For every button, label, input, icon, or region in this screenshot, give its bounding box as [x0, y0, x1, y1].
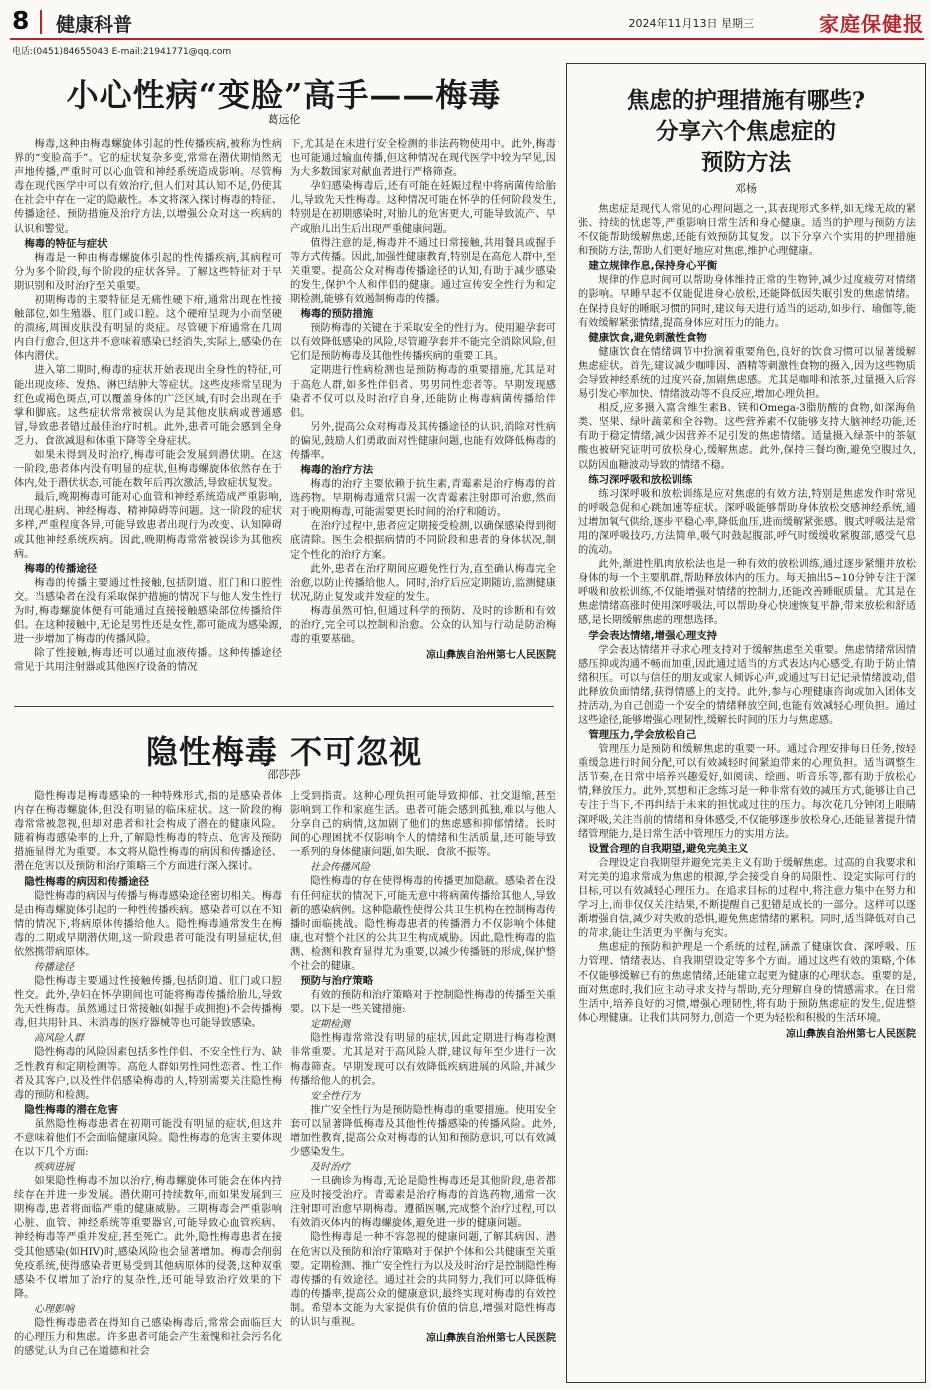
subheading: 建立规律作息,保持身心平衡 — [588, 260, 718, 273]
subheading: 练习深呼吸和放松训练 — [588, 473, 693, 486]
minor-heading: 及时治疗 — [310, 1162, 350, 1174]
subheading: 梅毒的预防措施 — [300, 308, 374, 321]
paragraph: 一旦确诊为梅毒,无论是隐性梅毒还是其他阶段,患者都应及时接受治疗。青霉素是治疗梅毒的首选药物,通常一次注射即可治愈早期梅毒。遵循医嘱,完成整个治疗过程,可以有效消灭体内的梅毒螺旋体,避免进一步的健康问题。 — [290, 1176, 556, 1230]
paragraph: 隐性梅毒患者在得知自己感染梅毒后,常常会面临巨大的心理压力和焦虑。许多患者可能会产生羞愧和社会污名化的感觉,认为自己在道德和社会 — [14, 1317, 282, 1358]
article2-title: 隐性梅毒 不可忽视 — [145, 733, 423, 771]
article3-title-line-1: 焦虑的护理措施有哪些? — [626, 88, 866, 114]
paragraph: 如果未得到及时治疗,梅毒可能会发展到潜伏期。在这一阶段,患者体内没有明显的症状,但梅毒螺旋体依然存在于体内,处于潜伏状态,可能在数年后再次激活,导致症状复发。 — [14, 449, 282, 490]
subheading: 设置合理的自我期望,避免完美主义 — [588, 842, 749, 855]
paragraph: 下,尤其是在未进行安全检测的非法药物使用中。此外,梅毒也可能通过输血传播,但这种情况在现代医学中较为罕见,因为大多数国家对献血者进行严格筛查。 — [290, 139, 556, 179]
article-divider — [14, 706, 554, 707]
paragraph: 相反,应多摄入富含维生素B、镁和Omega-3脂肪酸的食物,如深海鱼类、坚果、绿叶蔬菜和全谷物。这些营养素不仅能够支持大脑神经功能,还有助于稳定情绪,减少因营养不足引发的焦虑情绪。适量摄入绿茶中的茶氨酸也被研究证明可放松身心,缓解焦虑。此外,保持三餐均衡,避免空腹过久,以防因血糖波动导致的情绪不稳。 — [578, 403, 916, 471]
paragraph: 隐性梅毒的风险因素包括多性伴侣、不安全性行为、缺乏性教育和定期检测等。高危人群如男性同性恋者、性工作者及其客户,以及性伴侣感染梅毒的人,特别需要关注隐性梅毒的预防和检测。 — [14, 1047, 282, 1101]
paragraph: 如果隐性梅毒不加以治疗,梅毒螺旋体可能会在体内持续存在并进一步发展。潜伏期可持续数年,而如果发展到三期梅毒,患者将面临严重的健康威胁。三期梅毒会严重影响心脏、血管、神经系统等重要器官,可能导致心血管疾病、神经梅毒等严重并发症,甚至死亡。此外,隐性梅毒患者在接受其他感染(如HIV)时,感染风险也会显著增加。梅毒会削弱免疫系统,使得感染者更易受到其他病原体的侵袭,这种双重感染不仅增加了治疗的复杂性,还可能导致治疗效果的下降。 — [14, 1176, 282, 1300]
minor-heading: 社会传播风险 — [310, 862, 370, 874]
paragraph: 上受到指责。这种心理负担可能导致抑郁、社交退缩,甚至影响到工作和家庭生活。患者可能会感到孤独,难以与他人分享自己的病情,这加剧了他们的焦虑感和抑郁情绪。长时间的心理困扰不仅影响个人的情绪和生活质量,还可能导致一系列的身体健康问题,如失眠、食欲不振等。 — [290, 791, 556, 859]
subheading: 梅毒的传播途径 — [24, 562, 98, 575]
paragraph: 隐性梅毒常常没有明显的症状,因此定期进行梅毒检测非常重要。尤其是对于高风险人群,建议每年至少进行一次梅毒筛查。早期发现可以有效降低疾病进展的风险,并减少传播给他人的机会。 — [290, 1033, 556, 1087]
section-name: 健康科普 — [56, 14, 133, 36]
subheading: 梅毒的治疗方法 — [300, 464, 374, 477]
paragraph: 定期进行性病检测也是预防梅毒的重要措施,尤其是对于高危人群,如多性伴侣者、男男同性恋者等。早期发现感染者不仅可以及时治疗自身,还能防止梅毒病菌传播给伴侣。 — [290, 365, 556, 419]
subheading: 隐性梅毒的潜在危害 — [24, 1103, 118, 1116]
paragraph: 另外,提高公众对梅毒及其传播途径的认识,消除对性病的偏见,鼓励人们勇敢面对性健康问题,也能有效降低梅毒的传播率。 — [290, 421, 556, 461]
article2-column-right — [290, 790, 556, 1384]
subheading: 隐性梅毒的病因和传播途径 — [24, 875, 150, 888]
paragraph: 此外,患者在治疗期间应避免性行为,直至确认梅毒完全治愈,以防止传播给他人。同时,治疗后应定期随访,监测健康状况,防止复发或并发症的发生。 — [290, 563, 556, 603]
subheading: 健康饮食,避免刺激性食物 — [588, 331, 707, 344]
article1-author: 葛远伦 — [267, 113, 301, 126]
paragraph: 练习深呼吸和放松训练是应对焦虑的有效方法,特别是焦虑发作时常见的呼吸急促和心跳加速等症状。深呼吸能够帮助身体放松交感神经系统,通过增加氧气供给,逐步平稳心率,降低血压,进而缓解紧张感。腹式呼吸法是常用的深呼吸技巧,方法简单,吸气时鼓起腹部,呼气时缓缓收紧腹部,感受气息的流动。 — [578, 488, 916, 556]
paragraph: 梅毒虽然可怕,但通过科学的预防、及时的诊断和有效的治疗,完全可以控制和治愈。公众的认知与行动是防治梅毒的重要基础。 — [290, 605, 556, 646]
paragraph: 管理压力是预防和缓解焦虑的重要一环。通过合理安排每日任务,按轻重缓急进行时间分配,可以有效减轻时间紧迫带来的心理负担。适当调整生活节奏,在日常中培养兴趣爱好,如阅读、绘画、听音乐等,都有助于放松心情,释放压力。此外,冥想和正念练习是一种非常有效的减压方式,能够让自己专注于当下,不再纠结于未来的担忧或过往的压力。每次花几分钟闭上眼睛深呼吸,关注当前的情绪和身体感受,不仅能够逐步放松身心,还能显著提升情绪管理能力,是日常生活中管理压力的实用方法。 — [578, 744, 916, 840]
paragraph: 孕妇感染梅毒后,还有可能在妊娠过程中将病菌传给胎儿,导致先天性梅毒。这种情况可能在怀孕的任何阶段发生,特别是在初期感染时,对胎儿的危害更大,可能导致流产、早产或胎儿出生后出现严重健康问题。 — [290, 181, 556, 235]
article3-title-line-3: 预防方法 — [700, 150, 791, 176]
article1-column-right — [290, 138, 556, 698]
paragraph: 健康饮食在情绪调节中扮演着重要角色,良好的饮食习惯可以显著缓解焦虑症状。首先,建议减少咖啡因、酒精等刺激性食物的摄入,因为这些物质会导致神经系统的过度兴奋,加剧焦虑感。尤其是咖啡和浓茶,过量摄入后容易引发心率加快、情绪波动等不良反应,增加心理负担。 — [578, 346, 916, 401]
paragraph: 梅毒是一种由梅毒螺旋体引起的性传播疾病,其病程可分为多个阶段,每个阶段的症状各异。了解这些特征对于早期识别和及时治疗至关重要。 — [14, 252, 282, 292]
page-number: 8 — [12, 6, 30, 35]
article2-column-left — [14, 790, 282, 1384]
paragraph: 学会表达情绪并寻求心理支持对于缓解焦虑至关重要。焦虑情绪常因情感压抑或沟通不畅而加重,因此通过适当的方式表达内心感受,有助于防止情绪积压。可以与信任的朋友或家人倾诉心声,或通过写日记记录情绪波动,借此释放负面情绪,获得情感上的支持。此外,参与心理健康咨询或加入团体支持活动,为自己创造一个安全的情绪释放空间,也能有效减轻心理负担。通过这些途径,能够增强心理韧性,缓解长时间的压力与焦虑感。 — [578, 644, 916, 726]
paragraph: 此外,渐进性肌肉放松法也是一种有效的放松训练,通过逐步紧绷并放松身体的每一个主要肌群,帮助释放体内的压力。每天抽出5~10分钟专注于深呼吸和放松训练,不仅能增强对情绪的控制力,还能改善睡眠质量。尤其是在焦虑情绪高涨时使用深呼吸法,可以帮助身心快速恢复平静,带来放松和舒适感,是长期缓解焦虑的理想选择。 — [578, 559, 916, 627]
article3-title-line-2: 分享六个焦虑症的 — [655, 119, 836, 145]
minor-heading: 安全性行为 — [310, 1090, 360, 1102]
paragraph: 在治疗过程中,患者应定期接受检测,以确保感染得到彻底清除。医生会根据病情的不同阶段和患者的身体状况,制定个性化的治疗方案。 — [290, 521, 556, 561]
minor-heading: 传播途径 — [34, 962, 74, 974]
paragraph: 进入第二期时,梅毒的症状开始表现出全身性的特征,可能出现皮疹、发热、淋巴结肿大等症状。这些皮疹常呈现为红色或褐色斑点,可以覆盖身体的广泛区域,有时会出现在手掌和脚底。这些症状常常被误认为是其他皮肤病或普通感冒,导致患者错过最佳治疗时机。此外,患者可能会感到全身乏力、食欲减退和体重下降等全身症状。 — [14, 365, 282, 447]
paragraph: 规律的作息时间可以帮助身体维持正常的生物钟,减少过度疲劳对情绪的影响。早睡早起不仅能促进身心放松,还能降低因失眠引发的焦虑情绪。在保持良好的睡眠习惯的同时,建议每天进行适当的运动,如步行、瑜伽等,能有效缓解紧张情绪,提高身体应对压力的能力。 — [578, 275, 916, 329]
article1-column-left — [14, 138, 282, 698]
paragraph: 隐性梅毒的存在使得梅毒的传播更加隐蔽。感染者在没有任何症状的情况下,可能无意中将病菌传播给其他人,导致新的感染病例。这种隐蔽性使得公共卫生机构在控制梅毒传播时面临挑战。隐性梅毒患者的传播潜力不仅影响个体健康,也对整个社区的公共卫生构成威胁。因此,隐性梅毒的监测、检测和教育显得尤为重要,以减少传播链的形成,保护整个社会的健康。 — [290, 876, 556, 973]
article3-body — [578, 203, 916, 1378]
paragraph: 梅毒,这种由梅毒螺旋体引起的性传播疾病,被称为性病界的“变脸高手”。它的症状复杂多变,常常在潜伏期悄然无声地传播,严重时可以心血管和神经系统造成影响。尽管梅毒在现代医学中可以有效治疗,但人们对其认知不足,仍使其在社会中存在一定的隐蔽性。本文将深入探讨梅毒的特征、传播途径、预防措施及治疗方法,以增强公众对这一疾病的认识和警觉。 — [14, 139, 282, 235]
paragraph: 初期梅毒的主要特征是无痛性硬下疳,通常出现在性接触部位,如生殖器、肛门或口腔。这个硬疳呈现为小而坚硬的溃疡,周围皮肤没有明显的炎症。尽管硬下疳通常在几周内自行愈合,但这并不意味着感染已经消失,实际上,感染仍在体内潜伏。 — [14, 294, 282, 363]
newspaper-title: 家庭保健报 — [819, 12, 924, 36]
masthead — [10, 6, 924, 40]
paragraph: 隐性梅毒的病因与传播与梅毒感染途径密切相关。梅毒是由梅毒螺旋体引起的一种性传播疾病。感染者可以在不知情的情况下,将病原体传播给他人。隐性梅毒通常发生在梅毒的二期或早期潜伏期,这一阶段患者可能没有明显症状,但依然携带病原体。 — [14, 890, 282, 958]
paragraph: 虽然隐性梅毒患者在初期可能没有明显的症状,但这并不意味着他们不会面临健康风险。隐性梅毒的危害主要体现在以下几个方面: — [14, 1118, 282, 1158]
subheading: 学会表达情绪,增强心理支持 — [588, 629, 718, 642]
minor-heading: 高风险人群 — [34, 1033, 84, 1045]
paragraph: 预防梅毒的关键在于采取安全的性行为。使用避孕套可以有效降低感染的风险,尽管避孕套并不能完全消除风险,但它们是预防梅毒及其他性传播疾病的重要工具。 — [290, 323, 556, 363]
paragraph: 合理设定自我期望并避免完美主义有助于缓解焦虑。过高的自我要求和对完美的追求常成为焦虑的根源,学会接受自身的局限性、设定实际可行的目标,可以有效减轻心理压力。在追求目标的过程中,将注意力集中在努力和学习上,而非仅仅关注结果,不断提醒自己犯错是成长的一部分。这样可以逐渐增强自信,减少对失败的恐惧,避免焦虑情绪的累积。同时,适当降低对自己的苛求,能让生活更为平衡与充实。 — [578, 857, 916, 940]
subheading: 梅毒的特征与症状 — [24, 237, 108, 250]
subheading: 预防与治疗策略 — [300, 975, 374, 988]
author-affiliation: 凉山彝族自治州第七人民医院 — [426, 650, 556, 662]
author-affiliation: 凉山彝族自治州第七人民医院 — [426, 1333, 556, 1345]
author-affiliation: 凉山彝族自治州第七人民医院 — [786, 1028, 916, 1040]
paragraph: 有效的预防和治疗策略对于控制隐性梅毒的传播至关重要。以下是一些关键措施: — [290, 990, 556, 1016]
article3-author: 邓杨 — [735, 182, 757, 195]
paragraph: 隐性梅毒是一种不容忽视的健康问题,了解其病因、潜在危害以及预防和治疗策略对于保护个体和公共健康至关重要。定期检测、推广安全性行为以及及时治疗是控制隐性梅毒传播的有效途径。通过社会的共同努力,我们可以降低梅毒的传播率,提高公众的健康意识,最终实现对梅毒的有效控制。希望本文能为大家提供有价值的信息,增强对隐性梅毒的认识与重视。 — [290, 1232, 556, 1328]
paragraph: 焦虑症的预防和护理是一个系统的过程,涵盖了健康饮食、深呼吸、压力管理、情绪表达、自我期望设定等多个方面。通过这些有效的策略,个体不仅能够缓解已有的焦虑情绪,还能建立起更为健康的心理状态。重要的是,面对焦虑时,我们应主动寻求支持与帮助,充分理解自身的情感需求。在日常生活中,培养良好的习惯,增强心理韧性,将有助于预防焦虑症的发生,促进整体心理健康。让我们共同努力,创造一个更为轻松和积极的生活环境。 — [578, 942, 916, 1024]
article1-title: 小心性病“变脸”高手——梅毒 — [66, 76, 502, 114]
paragraph: 值得注意的是,梅毒并不通过日常接触,共用餐具或握手等方式传播。因此,加强性健康教育,特别是在高危人群中,至关重要。提高公众对梅毒传播途径的认知,有助于减少感染的发生,保护个人和伴侣的健康。通过宣传安全性行为和定期检测,能够有效遏制梅毒的传播。 — [290, 237, 556, 306]
paragraph: 焦虑症是现代人常见的心理问题之一,其表现形式多样,如无缘无故的紧张、持续的忧虑等,严重影响日常生活和身心健康。适当的护理与预防方法不仅能帮助缓解焦虑,还能有效预防其复发。以下分享六个实用的护理措施和预防方法,帮助人们更好地应对焦虑,维护心理健康。 — [578, 204, 916, 258]
issue-date: 2024年11月13日 星期三 — [628, 17, 754, 30]
paragraph: 推广安全性行为是预防隐性梅毒的重要措施。使用安全套可以显著降低梅毒及其他性传播感染的传播风险。此外,增加性教育,提高公众对梅毒的认知和预防意识,可以有效减少感染发生。 — [290, 1104, 556, 1158]
minor-heading: 疾病进展 — [34, 1162, 74, 1174]
paragraph: 隐性梅毒主要通过性接触传播,包括阴道、肛门或口腔性交。此外,孕妇在怀孕期间也可能将梅毒传播给胎儿,导致先天性梅毒。虽然通过日常接触(如握手或拥抱)不会传播梅毒,但共用针具、未消毒的医疗器械等也可能导致感染。 — [14, 976, 282, 1030]
paragraph: 隐性梅毒是梅毒感染的一种特殊形式,指的是感染者体内存在梅毒螺旋体,但没有明显的临床症状。这一阶段的梅毒常常被忽视,但却对患者和社会构成了潜在的健康风险。随着梅毒感染率的上升,了解隐性梅毒的特点、危害及预防措施显得尤为重要。本文将从隐性梅毒的病因和传播途径、潜在危害以及预防和治疗策略三个方面进行深入探讨。 — [14, 791, 282, 873]
article3-title — [575, 86, 917, 179]
paragraph: 最后,晚期梅毒可能对心血管和神经系统造成严重影响,出现心脏病、神经梅毒、精神障碍等问题。这一阶段的症状多样,严重程度各异,可能导致患者出现行为改变、认知障碍或其他神经系统疾病。因此,晚期梅毒常常被误诊为其他疾病。 — [14, 492, 282, 560]
contact-line: 电话:(0451)84655043 E-mail:21941771@qq.com — [12, 47, 232, 57]
article2-author: 邵莎莎 — [267, 768, 301, 781]
paragraph: 梅毒的治疗主要依赖于抗生素,青霉素是治疗梅毒的首选药物。早期梅毒通常只需一次青霉素注射即可治愈,然而对于晚期梅毒,可能需要更长时间的治疗和随访。 — [290, 479, 556, 519]
subheading: 管理压力,学会放松自己 — [588, 729, 697, 742]
header-divider — [40, 10, 42, 34]
paragraph: 梅毒的传播主要通过性接触,包括阴道、肛门和口腔性交。当感染者在没有采取保护措施的情况下与他人发生性行为时,梅毒螺旋体便有可能通过直接接触感染部位传播给伴侣。在这种接触中,无论是男性还是女性,都可能成为感染源,进一步增加了梅毒的传播风险。 — [14, 577, 282, 646]
paragraph: 除了性接触,梅毒还可以通过血液传播。这种传播途径常见于共用注射器或其他医疗设备的情况 — [14, 648, 282, 674]
minor-heading: 心理影响 — [34, 1303, 74, 1315]
minor-heading: 定期检测 — [310, 1019, 350, 1031]
